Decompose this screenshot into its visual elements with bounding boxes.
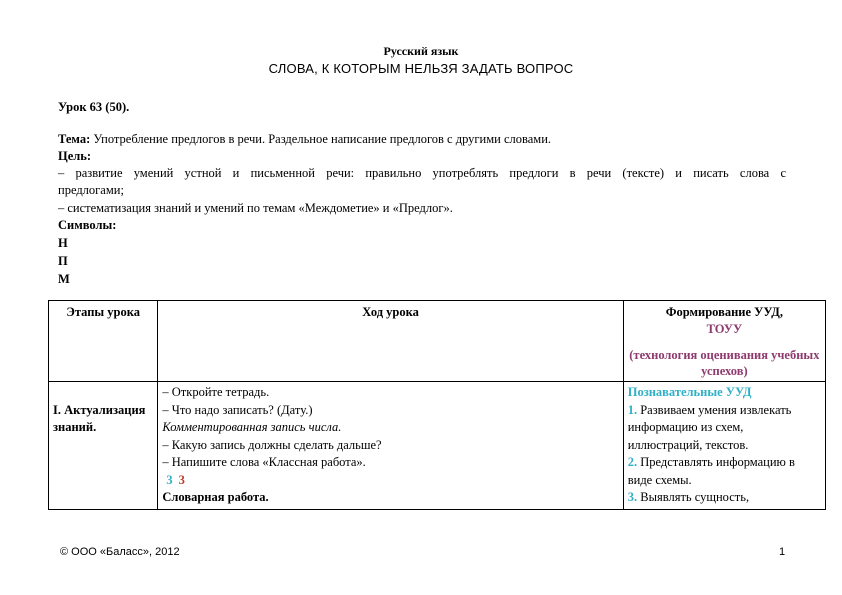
lesson-title: СЛОВА, К КОТОРЫМ НЕЛЬЗЯ ЗАДАТЬ ВОПРОС	[268, 61, 574, 76]
header-uud-technology: (технология оценивания учебных успехов)	[629, 348, 820, 378]
header-course: Ход урока	[158, 301, 623, 382]
page-number: 1	[779, 546, 786, 558]
symbol-p: П	[58, 254, 68, 268]
course-cell	[158, 382, 623, 510]
goal-item-1: – развитие умений устной и письменной речи: правильно употреблять предлоги в речи (тексте) и писать слова с	[58, 166, 786, 180]
goal-label: Цель:	[58, 149, 92, 163]
vocabulary-work: Словарная работа.	[162, 490, 269, 504]
goal-item-2: – систематизация знаний и умений по темам «Междометие» и «Предлог».	[58, 201, 453, 215]
header-uud	[623, 301, 825, 382]
goal-item-1-continued: предлогами;	[58, 183, 124, 197]
stage-cell: I. Актуализация знаний.	[49, 382, 158, 510]
footer-copyright: © ООО «Баласс», 2012	[60, 546, 180, 558]
mark-blue: 3	[166, 472, 173, 487]
theme-text: Употребление предлогов в речи. Раздельное написание предлогов с другими словами.	[90, 132, 552, 146]
subject-heading: Русский язык	[383, 44, 459, 58]
course-line: – Что надо записать? (Дату.)	[162, 402, 313, 417]
lesson-table	[48, 300, 826, 510]
uud-item: 2. Представлять информацию в виде схемы.	[627, 455, 795, 487]
cognitive-uud-heading: Познавательные УУД	[627, 385, 752, 399]
course-line: Комментированная запись числа.	[162, 420, 342, 434]
table-row	[49, 382, 826, 510]
theme-label: Тема:	[58, 132, 91, 146]
uud-cell	[623, 382, 825, 510]
symbol-n: Н	[58, 236, 68, 250]
uud-item: 3. Выявлять сущность,	[627, 490, 750, 504]
header-uud-title: Формирование УУД,	[665, 305, 783, 319]
table-header-row	[49, 301, 826, 382]
header-uud-touu: ТОУУ	[706, 322, 743, 336]
uud-item: 1. Развиваем умения извлекать информацию из схем, иллюстраций, текстов.	[627, 402, 792, 452]
course-line: – Напишите слова «Классная работа».	[162, 455, 366, 469]
course-line: – Откройте тетрадь.	[162, 385, 270, 399]
symbol-m: М	[58, 272, 70, 286]
lesson-theme	[58, 131, 786, 149]
assessment-marks	[162, 472, 618, 490]
header-stages: Этапы урока	[49, 301, 158, 382]
lesson-number: Урок 63 (50).	[58, 100, 130, 114]
course-line: – Какую запись должны сделать дальше?	[162, 437, 382, 452]
symbols-label: Символы:	[58, 218, 117, 232]
mark-red: 3	[178, 472, 185, 487]
